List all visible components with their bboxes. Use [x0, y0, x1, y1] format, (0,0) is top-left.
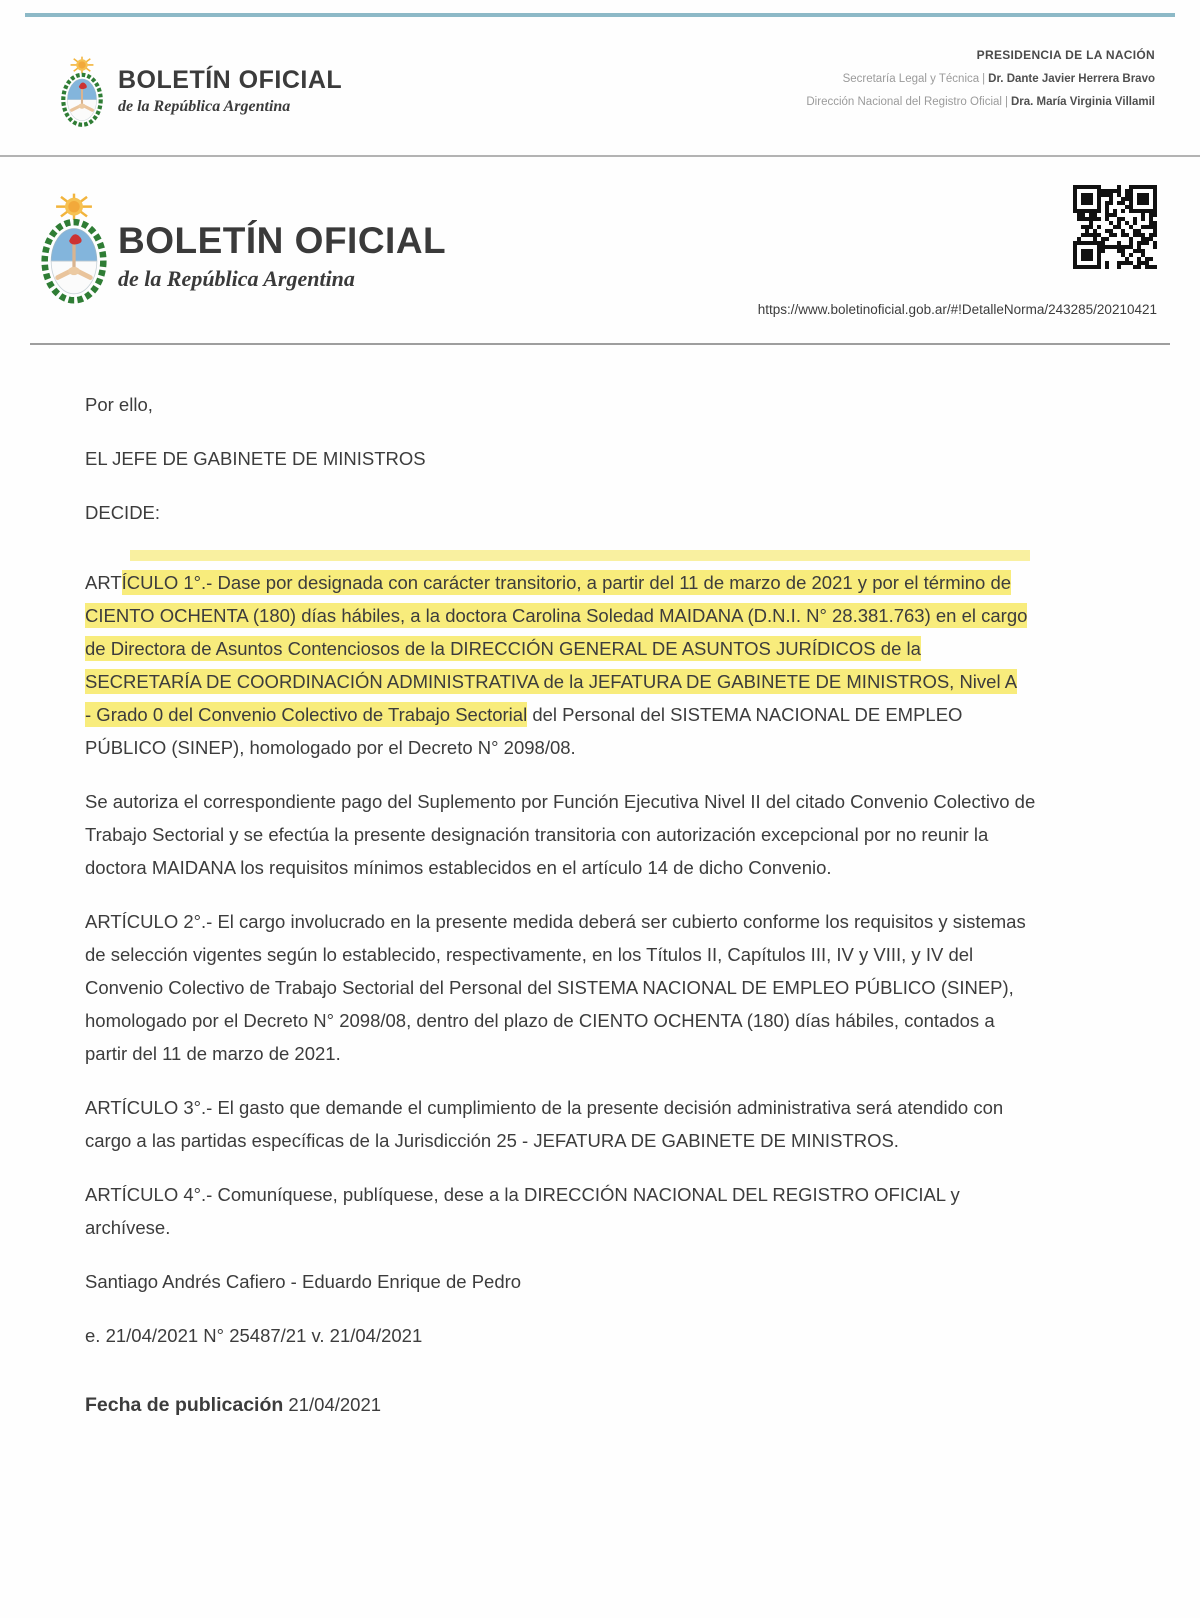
- paragraph: [85, 1091, 1130, 1157]
- qr-code-icon: [1073, 185, 1157, 269]
- doc-line: [85, 1388, 1130, 1422]
- doc-segment: Se autoriza el correspondiente pago del Suplemento por Función Ejecutiva Nivel II del citado Convenio Colectivo de: [85, 791, 1036, 812]
- paragraph: [85, 905, 1130, 1070]
- separator: |: [1004, 96, 1008, 108]
- brand-subtitle: de la República Argentina: [118, 98, 291, 115]
- doc-segment: del Personal del SISTEMA NACIONAL DE EMPLEO: [527, 704, 963, 725]
- highlight-smudge: [130, 550, 1030, 561]
- brand-subtitle: de la República Argentina: [118, 266, 355, 291]
- doc-segment: de Directora de Asuntos Contenciosos de la DIRECCIÓN GENERAL DE ASUNTOS JURÍDICOS de la: [85, 638, 921, 659]
- doc-line: [85, 1319, 1130, 1352]
- paragraph: [85, 388, 1130, 421]
- doc-line: [85, 1265, 1130, 1298]
- doc-line: [85, 1178, 1130, 1211]
- doc-line: [85, 496, 1130, 529]
- doc-segment: Por ello,: [85, 394, 153, 415]
- secretaria-name: Dr. Dante Javier Herrera Bravo: [988, 73, 1155, 85]
- coat-of-arms-icon: [56, 50, 108, 134]
- brand-small: [118, 66, 342, 116]
- doc-segment: ARTÍCULO 2°.- El cargo involucrado en la presente medida deberá ser cubierto conforme los requisitos y sistemas: [85, 911, 1026, 932]
- doc-line: [85, 1004, 1130, 1037]
- sun-icon: [71, 57, 94, 74]
- doc-line: [85, 785, 1130, 818]
- doc-segment: PÚBLICO (SINEP), homologado por el Decreto N° 2098/08.: [85, 737, 576, 758]
- doc-line: [85, 1124, 1130, 1157]
- direccion-label: Dirección Nacional del Registro Oficial: [806, 96, 1002, 108]
- doc-line: [85, 632, 1130, 665]
- header-small: [0, 44, 1200, 144]
- secretaria-line: [806, 73, 1155, 85]
- doc-segment: Santiago Andrés Cafiero - Eduardo Enrique de Pedro: [85, 1271, 522, 1292]
- header-right-block: [806, 48, 1155, 108]
- header-divider: [0, 155, 1200, 157]
- paragraph: [85, 785, 1130, 884]
- doc-line: [85, 731, 1130, 764]
- top-divider: [25, 13, 1175, 17]
- doc-line: [85, 1211, 1130, 1244]
- header-main: [0, 180, 1200, 350]
- doc-line: [85, 599, 1130, 632]
- paragraph: [85, 442, 1130, 475]
- doc-segment: DECIDE:: [85, 502, 161, 523]
- doc-line: [85, 905, 1130, 938]
- paragraph: [85, 550, 1130, 764]
- doc-line: [85, 818, 1130, 851]
- content-divider: [30, 343, 1170, 345]
- doc-segment: e. 21/04/2021 N° 25487/21 v. 21/04/2021: [85, 1325, 423, 1346]
- doc-segment: - Grado 0 del Convenio Colectivo de Trabajo Sectorial: [85, 704, 528, 725]
- doc-segment: cargo a las partidas específicas de la Jurisdicción 25 - JEFATURA DE GABINETE DE MINISTROS.: [85, 1130, 899, 1151]
- norma-url: https://www.boletinoficial.gob.ar/#!DetalleNorma/243285/20210421: [757, 302, 1157, 317]
- paragraph: [85, 1265, 1130, 1298]
- doc-segment: CIENTO OCHENTA (180) días hábiles, a la doctora Carolina Soledad MAIDANA (D.N.I. N° 28.381.763) en el cargo: [85, 605, 1028, 626]
- coat-of-arms-icon: [32, 192, 116, 306]
- doc-line: [85, 1037, 1130, 1070]
- presidencia-label: PRESIDENCIA DE LA NACIÓN: [976, 48, 1155, 62]
- doc-segment: de selección vigentes según lo establecido, respectivamente, en los Títulos II, Capítulos III, IV y VIII, y IV del: [85, 944, 974, 965]
- direccion-line: [806, 96, 1155, 108]
- doc-line: [85, 388, 1130, 421]
- doc-segment: SECRETARÍA DE COORDINACIÓN ADMINISTRATIVA de la JEFATURA DE GABINETE DE MINISTROS, Nivel A: [85, 671, 1018, 692]
- doc-line: [85, 938, 1130, 971]
- doc-line: [85, 566, 1130, 599]
- paragraph: [85, 496, 1130, 529]
- paragraph: [85, 1319, 1130, 1352]
- doc-segment: ARTÍCULO 4°.- Comuníquese, publíquese, dese a la DIRECCIÓN NACIONAL DEL REGISTRO OFICIAL y: [85, 1184, 960, 1205]
- doc-line: [85, 442, 1130, 475]
- paragraph: [85, 1178, 1130, 1244]
- sun-icon: [56, 194, 92, 220]
- brand-title: BOLETÍN OFICIAL: [118, 220, 447, 261]
- direccion-name: Dra. María Virginia Villamil: [1010, 96, 1155, 108]
- doc-line: [85, 971, 1130, 1004]
- doc-segment: Fecha de publicación: [85, 1394, 284, 1416]
- doc-segment: doctora MAIDANA los requisitos mínimos establecidos en el artículo 14 de dicho Convenio.: [85, 857, 832, 878]
- doc-segment: EL JEFE DE GABINETE DE MINISTROS: [85, 448, 426, 469]
- brand-main: [118, 220, 446, 292]
- doc-line: [85, 698, 1130, 731]
- doc-segment: Convenio Colectivo de Trabajo Sectorial del Personal del SISTEMA NACIONAL DE EMPLEO PÚBLICO (SINEP),: [85, 977, 1014, 998]
- doc-line: [85, 851, 1130, 884]
- brand-title: BOLETÍN OFICIAL: [118, 66, 343, 94]
- doc-line: [85, 665, 1130, 698]
- doc-segment: partir del 11 de marzo de 2021.: [85, 1043, 341, 1064]
- doc-segment: archívese.: [85, 1217, 171, 1238]
- doc-segment: 21/04/2021: [283, 1394, 382, 1415]
- doc-segment: ARTÍCULO 3°.- El gasto que demande el cumplimiento de la presente decisión administrativa será atendido con: [85, 1097, 1004, 1118]
- doc-segment: ÍCULO 1°.- Dase por designada con carácter transitorio, a partir del 11 de marzo de 2021 y por el término de: [121, 572, 1012, 593]
- doc-line: [85, 1091, 1130, 1124]
- document-body: [85, 388, 1130, 1443]
- paragraph: [85, 1388, 1130, 1422]
- doc-segment: homologado por el Decreto N° 2098/08, dentro del plazo de CIENTO OCHENTA (180) días hábiles, contados a: [85, 1010, 995, 1031]
- doc-segment: ART: [85, 572, 122, 593]
- doc-segment: Trabajo Sectorial y se efectúa la presente designación transitoria con autorización excepcional por no reunir la: [85, 824, 989, 845]
- separator: |: [982, 73, 986, 85]
- secretaria-label: Secretaría Legal y Técnica: [842, 73, 980, 85]
